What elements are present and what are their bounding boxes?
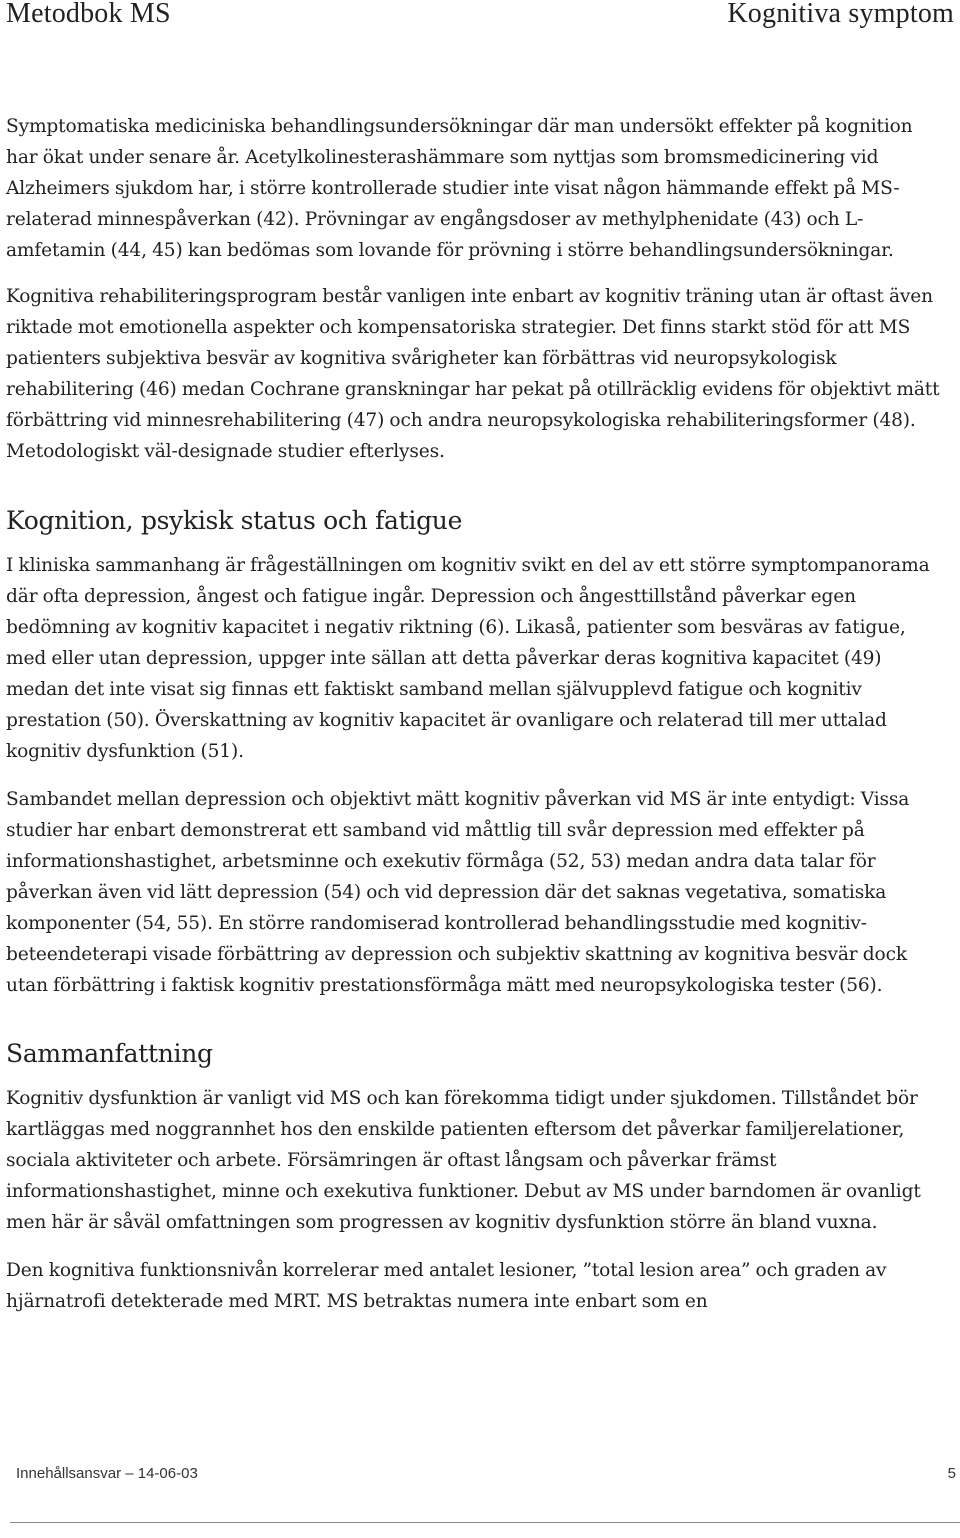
spacer <box>6 538 946 550</box>
paragraph-rehabilitation: Kognitiva rehabiliteringsprogram består vanligen inte enbart av kognitiv träning utan är oftast även riktade mot emotionella aspekter och kompensatoriska strategier. Det finns starkt stöd för att MS patienters subjektiva besvär av kognitiva svårigheter kan förbättras vid neuropsykologisk rehabilitering (46) medan Cochrane granskningar har pekat på otillräcklig evidens för objektivt mätt förbättring vid minnesrehabilitering (47) och andra neuropsykologiska rehabiliteringsformer (48). Metodologiskt väl-designade studier efterlyses. <box>6 286 940 462</box>
footer-revision-note: Innehållsansvar – 14-06-03 <box>16 1465 198 1482</box>
document-body <box>6 111 946 1317</box>
section-heading-cognition-psychiatric-fatigue: Kognition, psykisk status och fatigue <box>6 506 463 535</box>
paragraph-medication-studies: Symptomatiska mediciniska behandlingsundersökningar där man undersökt effekter på kognition har ökat under senare år. Acetylkolinesterashämmare som nyttjas som bromsmedicinering vid Alzheimers sjukdom har, i större kontrollerade studier inte visat någon hämmande effekt på MS-relaterad minnespåverkan (42). Prövningar av engångsdoser av methylphenidate (43) och L-amfetamin (44, 45) kan bedömas som lovande för prövning i större behandlingsundersökningar. <box>6 116 913 261</box>
spacer <box>6 1238 946 1255</box>
section-heading-summary: Sammanfattning <box>6 1039 213 1068</box>
spacer <box>6 1071 946 1083</box>
footer-divider <box>10 1522 960 1523</box>
document-title: Metodbok MS <box>6 0 171 29</box>
chapter-title: Kognitiva symptom <box>727 0 954 29</box>
paragraph-lesion-correlation: Den kognitiva funktionsnivån korrelerar med antalet lesioner, ”total lesion area” och graden av hjärnatrofi detekterade med MRT. MS betraktas numera inte enbart som en <box>6 1260 887 1312</box>
paragraph-summary: Kognitiv dysfunktion är vanligt vid MS och kan förekomma tidigt under sjukdomen. Tillståndet bör kartläggas med noggrannhet hos den enskilde patienten eftersom det påverkar familjerelationer, sociala aktiviteter och arbete. Försämringen är oftast långsam och påverkar främst informationshastighet, minne och exekutiva funktioner. Debut av MS under barndomen är ovanligt men här är såväl omfattningen som progressen av kognitiv dysfunktion större än bland vuxna. <box>6 1088 921 1233</box>
paragraph-depression-relation: Sambandet mellan depression och objektivt mätt kognitiv påverkan vid MS är inte entydigt: Vissa studier har enbart demonstrerat ett samband vid måttlig till svår depression med effekter på informationshastighet, arbetsminne och exekutiv förmåga (52, 53) medan andra data talar för påverkan även vid lätt depression (54) och vid depression där det saknas vegetativa, somatiska komponenter (54, 55). En större randomiserad kontrollerad behandlingsstudie med kognitiv-beteendeterapi visade förbättring av depression och subjektiv skattning av kognitiva besvär dock utan förbättring i faktisk kognitiv prestationsförmåga mätt med neuropsykologiska tester (56). <box>6 789 910 996</box>
spacer <box>6 1001 946 1037</box>
spacer <box>6 266 946 281</box>
spacer <box>6 767 946 784</box>
page-number: 5 <box>947 1465 956 1482</box>
page-footer <box>0 1462 960 1492</box>
paragraph-clinical-context: I kliniska sammanhang är frågeställningen om kognitiv svikt en del av ett större symptompanorama där ofta depression, ångest och fatigue ingår. Depression och ångesttillstånd påverkar egen bedömning av kognitiv kapacitet i negativ riktning (6). Likaså, patienter som besväras av fatigue, med eller utan depression, uppger inte sällan att detta påverkar deras kognitiva kapacitet (49) medan det inte visat sig finnas ett faktiskt samband mellan självupplevd fatigue och kognitiv prestation (50). Överskattning av kognitiv kapacitet är ovanligare och relaterad till mer uttalad kognitiv dysfunktion (51). <box>6 555 930 762</box>
page-header <box>0 0 960 34</box>
spacer <box>6 467 946 504</box>
